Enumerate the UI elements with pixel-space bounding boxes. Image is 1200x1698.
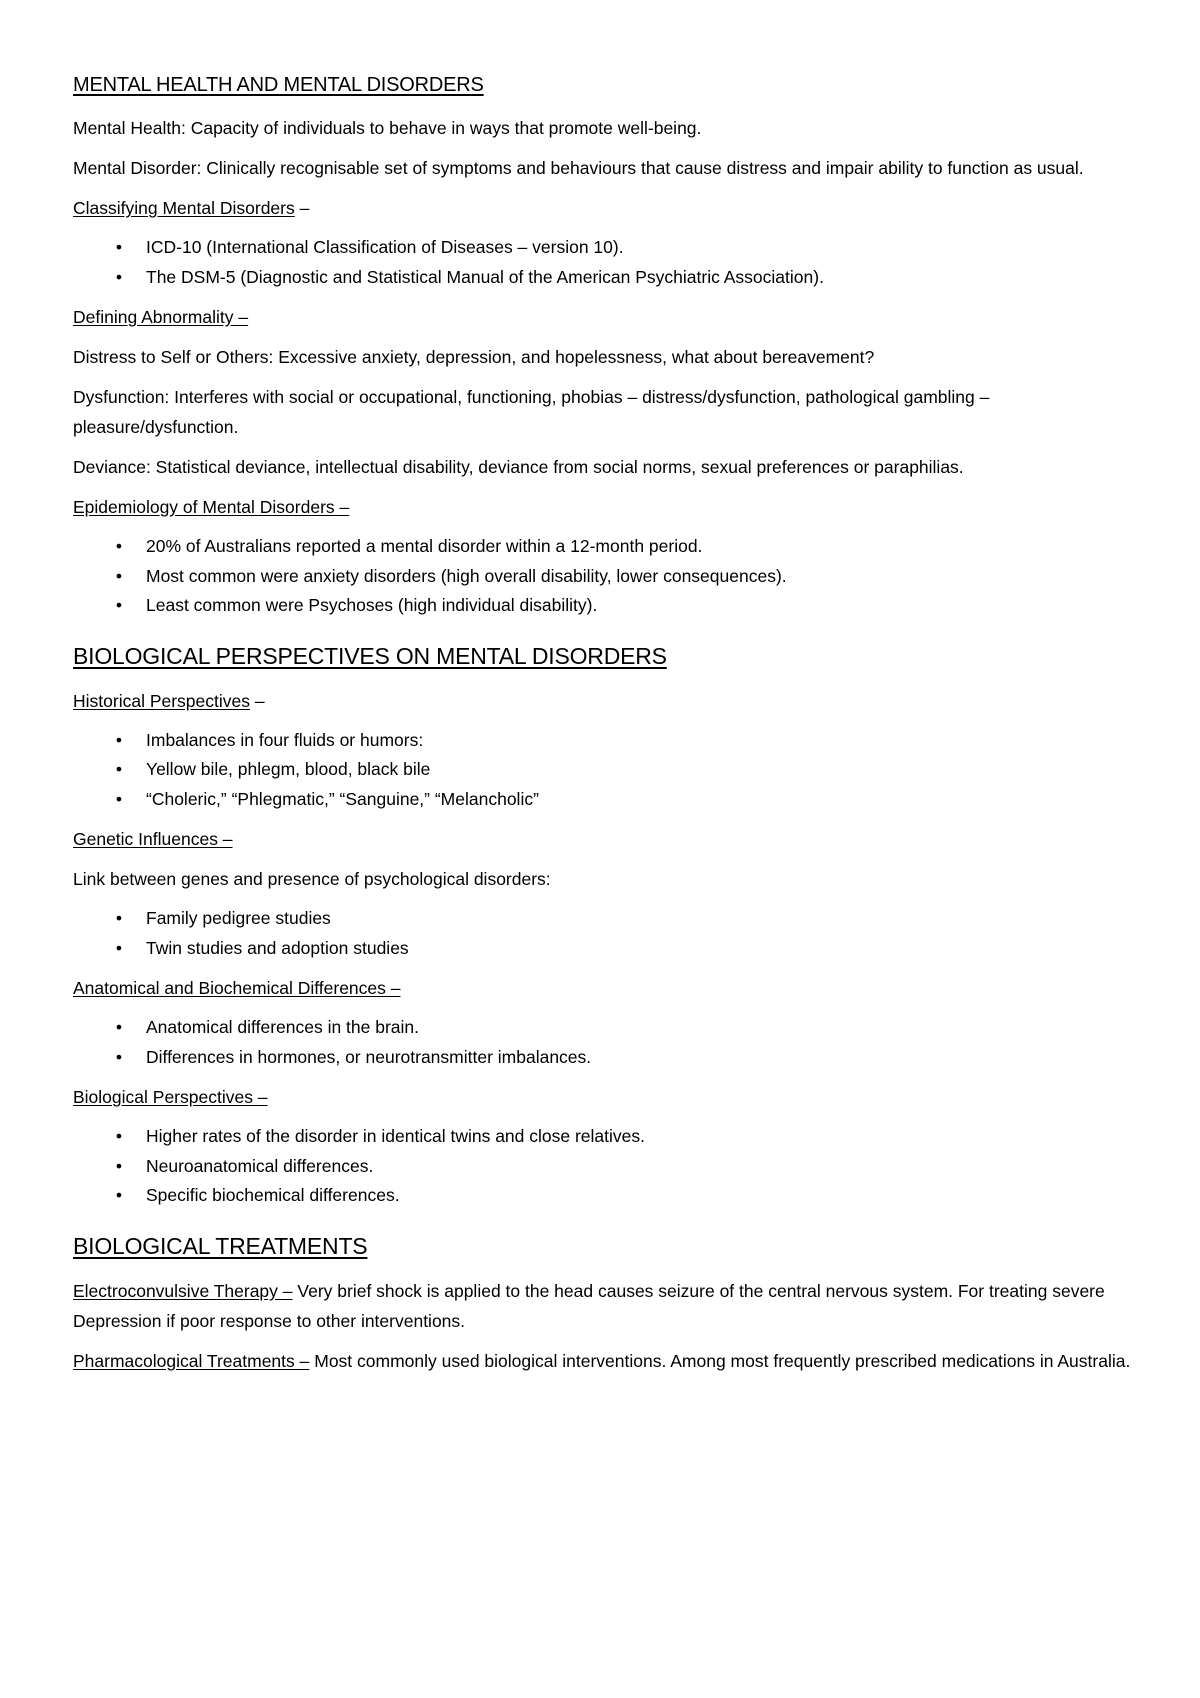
list-item-text: Differences in hormones, or neurotransmitter imbalances.	[146, 1046, 592, 1067]
section-title-biological-perspectives: BIOLOGICAL PERSPECTIVES ON MENTAL DISORDERS	[73, 642, 667, 669]
bullet-icon: •	[115, 536, 123, 556]
list-item-text: Least common were Psychoses (high individual disability).	[146, 595, 598, 615]
defining-heading-text: Defining Abnormality –	[73, 307, 249, 327]
list-item-text: Twin studies and adoption studies	[146, 937, 409, 958]
list-item-text: The DSM-5 (Diagnostic and Statistical Manual of the American Psychiatric Association).	[146, 266, 824, 287]
epidemiology-list	[73, 532, 1133, 621]
document-page	[73, 72, 1133, 1376]
list-item-text: 20% of Australians reported a mental disorder within a 12-month period.	[146, 536, 703, 556]
bullet-icon: •	[115, 1185, 123, 1205]
classifying-list	[73, 233, 1133, 292]
section-title-mental-health: MENTAL HEALTH AND MENTAL DISORDERS	[73, 74, 484, 96]
genetic-list	[73, 904, 1133, 963]
list-item-text: Yellow bile, phlegm, blood, black bile	[146, 759, 431, 779]
bullet-icon: •	[115, 1017, 123, 1037]
list-item	[73, 1181, 1133, 1211]
list-item	[73, 233, 1133, 263]
genetic-intro: Link between genes and presence of psychological disorders:	[73, 869, 551, 889]
anatomical-list	[73, 1013, 1133, 1072]
list-item	[73, 934, 1133, 964]
bullet-icon: •	[115, 937, 123, 958]
genetic-heading	[73, 824, 1133, 854]
list-item-text: Higher rates of the disorder in identical twins and close relatives.	[146, 1126, 645, 1146]
list-item	[73, 1152, 1133, 1182]
list-item	[73, 263, 1133, 293]
classifying-heading-dash: –	[294, 198, 310, 218]
bullet-icon: •	[115, 759, 123, 779]
historical-list	[73, 726, 1133, 815]
list-item-text: Most common were anxiety disorders (high overall disability, lower consequences).	[146, 565, 787, 586]
bullet-icon: •	[115, 788, 123, 809]
list-item	[73, 562, 1133, 592]
list-item	[73, 1043, 1133, 1073]
bullet-icon: •	[115, 565, 123, 586]
ect-text: Very brief shock is applied to the head causes seizure of the central nervous system. For treating severe Depression if poor response to other interventions.	[73, 1280, 1105, 1331]
historical-heading	[73, 686, 1133, 716]
list-item	[73, 591, 1133, 621]
bullet-icon: •	[115, 729, 123, 750]
pharma-text: Most commonly used biological interventions. Among most frequently prescribed medications in Australia.	[309, 1350, 1131, 1371]
list-item-text: “Choleric,” “Phlegmatic,” “Sanguine,” “Melancholic”	[146, 788, 539, 809]
list-item	[73, 532, 1133, 562]
deviance-paragraph: Deviance: Statistical deviance, intellectual disability, deviance from social norms, sexual preferences or paraphilias.	[73, 457, 964, 477]
distress-paragraph: Distress to Self or Others: Excessive anxiety, depression, and hopelessness, what about bereavement?	[73, 347, 875, 367]
classifying-heading	[73, 193, 1133, 223]
list-item	[73, 726, 1133, 756]
anatomical-heading	[73, 973, 1133, 1003]
classifying-heading-text: Classifying Mental Disorders	[73, 198, 295, 218]
mental-disorder-definition: Mental Disorder: Clinically recognisable set of symptoms and behaviours that cause distress and impair ability to function as usual.	[73, 158, 1084, 178]
biological-list	[73, 1122, 1133, 1211]
list-item-text: Family pedigree studies	[146, 908, 331, 928]
historical-heading-dash: –	[250, 690, 265, 711]
bullet-icon: •	[115, 1155, 123, 1176]
historical-heading-text: Historical Perspectives	[73, 690, 250, 711]
epidemiology-heading	[73, 492, 1133, 522]
pharma-paragraph	[73, 1346, 1133, 1376]
pharma-heading: Pharmacological Treatments –	[73, 1350, 310, 1371]
list-item-text: Specific biochemical differences.	[146, 1185, 400, 1205]
ect-paragraph	[73, 1276, 1133, 1336]
list-item	[73, 1013, 1133, 1043]
list-item-text: Neuroanatomical differences.	[146, 1155, 374, 1176]
biological-heading-text: Biological Perspectives –	[73, 1087, 268, 1107]
list-item-text: Imbalances in four fluids or humors:	[146, 729, 424, 750]
list-item	[73, 755, 1133, 785]
bullet-icon: •	[115, 237, 123, 257]
bullet-icon: •	[115, 1126, 123, 1146]
list-item	[73, 904, 1133, 934]
bullet-icon: •	[115, 908, 123, 928]
list-item-text: ICD-10 (International Classification of Diseases – version 10).	[146, 237, 624, 257]
genetic-heading-text: Genetic Influences –	[73, 829, 233, 849]
defining-heading	[73, 302, 1133, 332]
epidemiology-heading-text: Epidemiology of Mental Disorders –	[73, 497, 350, 517]
bullet-icon: •	[115, 266, 123, 287]
list-item	[73, 1122, 1133, 1152]
list-item-text: Anatomical differences in the brain.	[146, 1017, 420, 1037]
mental-health-definition: Mental Health: Capacity of individuals to behave in ways that promote well-being.	[73, 118, 702, 138]
anatomical-heading-text: Anatomical and Biochemical Differences –	[73, 978, 401, 998]
bullet-icon: •	[115, 1046, 123, 1067]
biological-heading	[73, 1082, 1133, 1112]
ect-heading: Electroconvulsive Therapy –	[73, 1280, 293, 1301]
list-item	[73, 785, 1133, 815]
bullet-icon: •	[115, 595, 123, 615]
dysfunction-paragraph: Dysfunction: Interferes with social or occupational, functioning, phobias – distress/dysfunction, pathological gambling – pleasure/dysfunction.	[73, 387, 990, 437]
section-title-biological-treatments: BIOLOGICAL TREATMENTS	[73, 1232, 368, 1259]
